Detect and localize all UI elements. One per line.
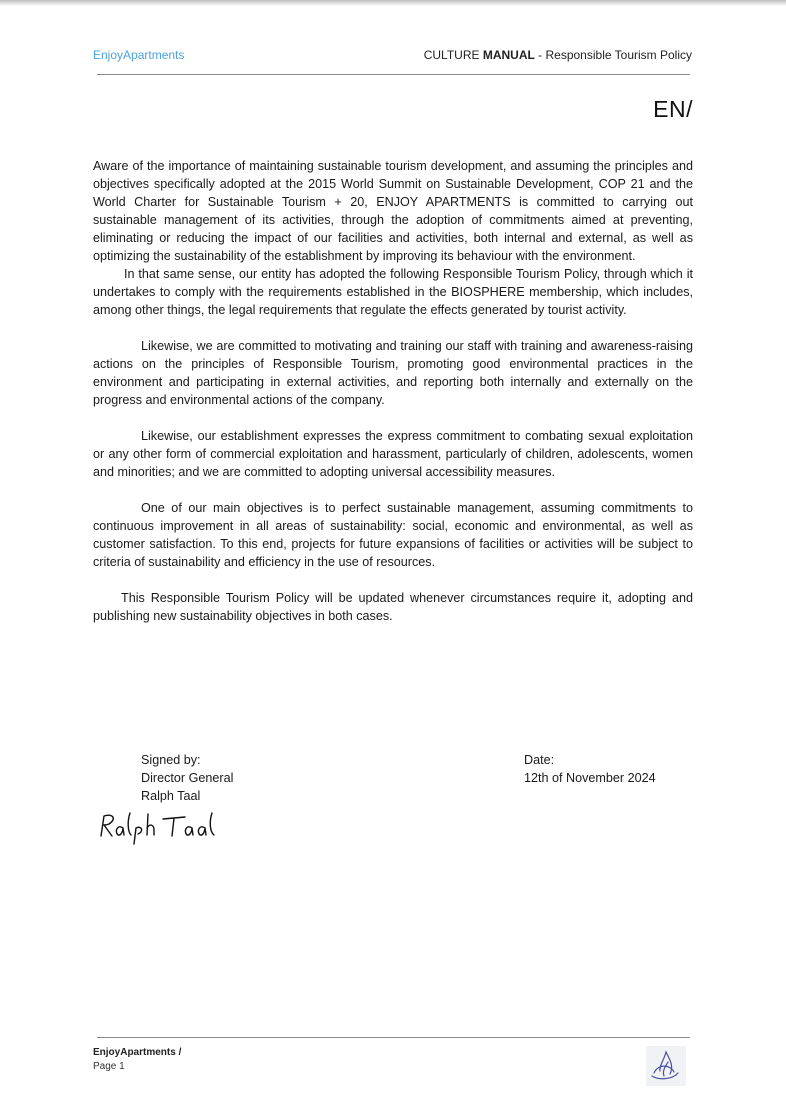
signed-by-label: Signed by: <box>141 753 201 767</box>
policy-body <box>93 157 693 625</box>
footer-divider <box>97 1037 690 1038</box>
date-block <box>524 751 656 787</box>
header-title-bold: MANUAL <box>482 48 535 62</box>
signer-name: Ralph Taal <box>141 789 201 803</box>
date-value: 12th of November 2024 <box>524 771 656 785</box>
signature-block <box>141 751 233 805</box>
header-title-prefix: CULTURE <box>423 48 483 62</box>
policy-paragraph-2: In that same sense, our entity has adopted the following Responsible Tourism Policy, through which it undertakes to comply with the requirements established in the BIOSPHERE membership, which includes, among other things, the legal requirements that regulate the effects generated by tourist activity. <box>93 267 693 317</box>
policy-paragraph-5: One of our main objectives is to perfect sustainable management, assuming commitments to continuous improvement in all areas of sustainability: social, economic and environmental, as well as customer satisfaction. To this end, projects for future expansions of facilities or activities will be subject to criteria of sustainability and efficiency in the use of resources. <box>93 501 693 569</box>
handwritten-signature <box>97 810 227 846</box>
footer-page-number: Page 1 <box>93 1061 125 1072</box>
signer-role: Director General <box>141 771 234 785</box>
header-brand: EnjoyApartments <box>93 48 185 62</box>
date-label: Date: <box>524 753 555 767</box>
footer-brand: EnjoyApartments / <box>93 1047 182 1058</box>
page-top-shadow <box>0 0 786 6</box>
header-title-suffix: - Responsible Tourism Policy <box>534 48 692 62</box>
header-divider <box>97 74 690 75</box>
policy-paragraph-1: Aware of the importance of maintaining sustainable tourism development, and assuming the principles and objectives specifically adopted at the 2015 World Summit on Sustainable Development, COP 21 and the World Charter for Sustainable Tourism + 20, ENJOY APARTMENTS is committed to carrying out sustainable management of its activities, through the adoption of commitments aimed at preventing, eliminating or reducing the impact of our facilities and activities, both internal and external, as well as optimizing the sustainability of the establishment by improving its behaviour with the environment. <box>93 159 693 263</box>
policy-paragraph-4: Likewise, our establishment expresses the express commitment to combating sexual exploitation or any other form of commercial exploitation and harassment, particularly of children, adolescents, women and minorities; and we are committed to adopting universal accessibility measures. <box>93 429 693 479</box>
leaf-circle-logo-icon <box>646 1046 686 1086</box>
policy-paragraph-3: Likewise, we are committed to motivating and training our staff with training and awareness-raising actions on the principles of Responsible Tourism, promoting good environmental practices in the environment and participating in external activities, and reporting both internally and externally on the progress and environmental actions of the company. <box>93 339 693 407</box>
language-mark: EN/ <box>653 96 693 122</box>
policy-paragraph-6: This Responsible Tourism Policy will be updated whenever circumstances require it, adopting and publishing new sustainability objectives in both cases. <box>93 591 693 623</box>
header-document-title <box>424 48 692 62</box>
